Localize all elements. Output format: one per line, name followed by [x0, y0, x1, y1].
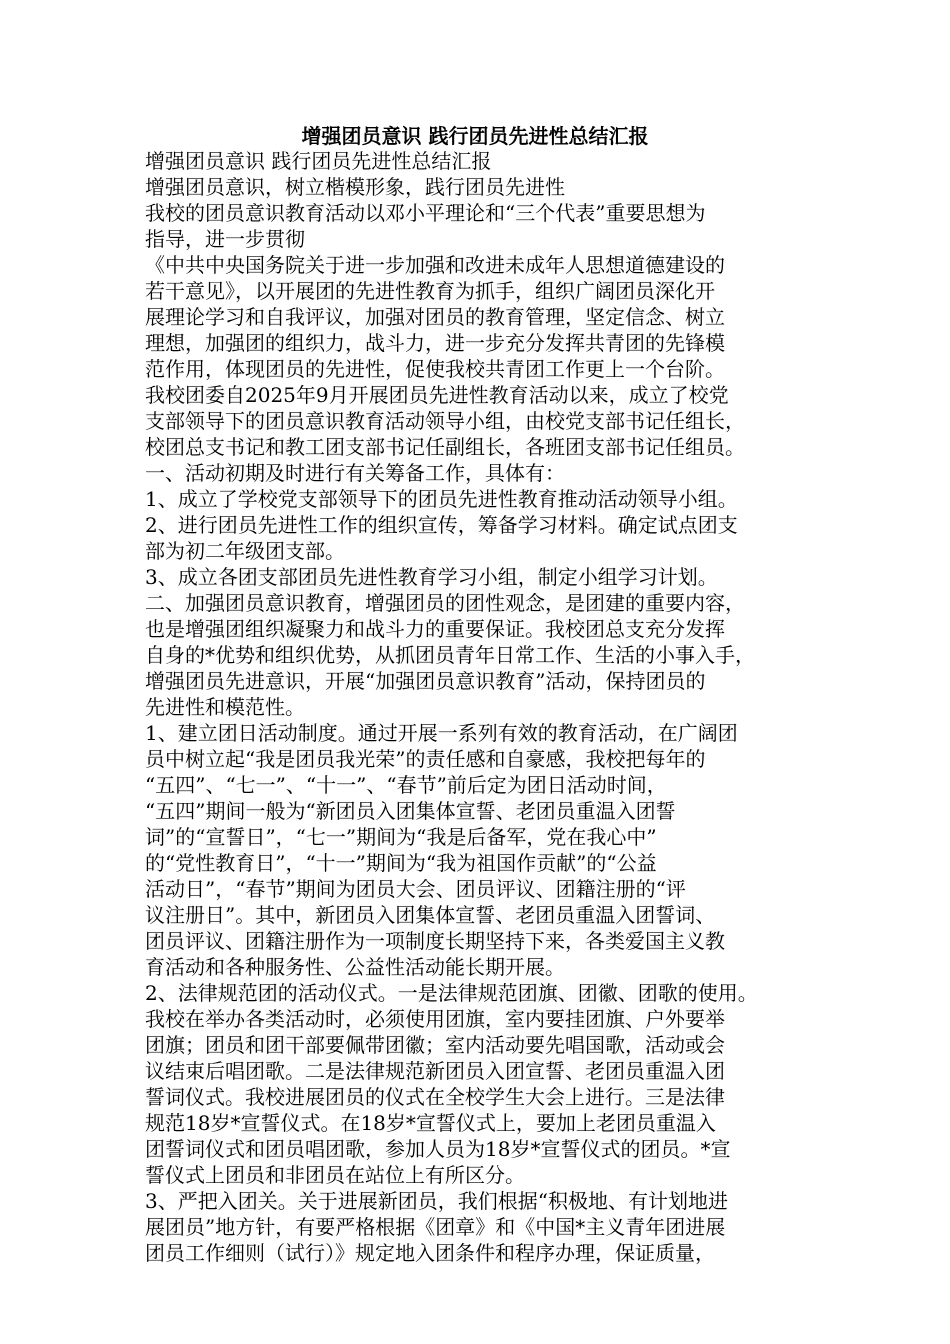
text-line: 支部领导下的团员意识教育活动领导小组，由校党支部书记任组长， [145, 409, 745, 433]
text-line: 若干意见》，以开展团的先进性教育为抓手，组织广阔团员深化开 [145, 279, 715, 303]
text-line: 指导，进一步贯彻 [145, 227, 305, 251]
text-line: “五四”期间一般为“新团员入团集体宣誓、老团员重温入团誓 [145, 799, 676, 823]
text-line: 增强团员先进意识，开展“加强团员意识教育”活动，保持团员的 [145, 669, 706, 693]
document-body [145, 148, 845, 1266]
text-line: 范作用，体现团员的先进性，促使我校共青团工作更上一个台阶。 [145, 357, 725, 381]
text-line: 校团总支书记和教工团支部书记任副组长，各班团支部书记任组员。 [145, 435, 745, 459]
text-line: 2、法律规范团的活动仪式。一是法律规范团旗、团徽、团歌的使用。 [145, 981, 758, 1005]
text-line: 词”的“宣誓日”，“七一”期间为“我是后备军，党在我心中” [145, 825, 657, 849]
text-line: 《中共中央国务院关于进一步加强和改进未成年人思想道德建设的 [145, 253, 725, 277]
text-line: 自身的*优势和组织优势，从抓团员青年日常工作、生活的小事入手， [145, 643, 755, 667]
text-line: 团誓词仪式和团员唱团歌，参加人员为18岁*宣誓仪式的团员。*宣 [145, 1137, 731, 1161]
text-line: 我校团委自2025年9月开展团员先进性教育活动以来，成立了校党 [145, 383, 729, 407]
text-line: 展理论学习和自我评议，加强对团员的教育管理，坚定信念、树立 [145, 305, 725, 329]
text-line: 部为初二年级团支部。 [145, 539, 345, 563]
text-line: 1、成立了学校党支部领导下的团员先进性教育推动活动领导小组。 [145, 487, 738, 511]
text-line: 规范18岁*宣誓仪式。在18岁*宣誓仪式上，要加上老团员重温入 [145, 1111, 716, 1135]
document-title: 增强团员意识 践行团员先进性总结汇报 [301, 124, 649, 148]
text-line: 理想，加强团的组织力，战斗力，进一步充分发挥共青团的先锋模 [145, 331, 725, 355]
text-line: 团员评议、团籍注册作为一项制度长期坚持下来，各类爱国主义教 [145, 929, 725, 953]
text-line: 增强团员意识 践行团员先进性总结汇报 [145, 149, 492, 173]
text-line: 活动日”，“春节”期间为团员大会、团员评议、团籍注册的“评 [145, 877, 686, 901]
text-line: 3、成立各团支部团员先进性教育学习小组，制定小组学习计划。 [145, 565, 718, 589]
text-line: 誓仪式上团员和非团员在站位上有所区分。 [145, 1163, 525, 1187]
text-line: 员中树立起“我是团员我光荣”的责任感和自豪感，我校把每年的 [145, 747, 706, 771]
text-line: 二、加强团员意识教育，增强团员的团性观念，是团建的重要内容， [145, 591, 745, 615]
text-line: “五四”、“七一”、“十一”、“春节”前后定为团日活动时间， [145, 773, 667, 797]
text-line: 的“党性教育日”，“十一”期间为“我为祖国作贡献”的“公益 [145, 851, 657, 875]
text-line: 我校在举办各类活动时，必须使用团旗，室内要挂团旗、户外要举 [145, 1007, 725, 1031]
text-line: 3、严把入团关。关于进展新团员，我们根据“积极地、有计划地进 [145, 1189, 728, 1213]
text-line: 也是增强团组织凝聚力和战斗力的重要保证。我校团总支充分发挥 [145, 617, 725, 641]
text-line: 议注册日”。其中，新团员入团集体宣誓、老团员重温入团誓词、 [145, 903, 716, 927]
text-line: 议结束后唱团歌。二是法律规范新团员入团宣誓、老团员重温入团 [145, 1059, 725, 1083]
text-line: 团员工作细则（试行）》规定地入团条件和程序办理，保证质量， [145, 1241, 715, 1265]
text-line: 先进性和模范性。 [145, 695, 305, 719]
text-line: 育活动和各种服务性、公益性活动能长期开展。 [145, 955, 565, 979]
text-line: 我校的团员意识教育活动以邓小平理论和“三个代表”重要思想为 [145, 201, 706, 225]
text-line: 增强团员意识，树立楷模形象，践行团员先进性 [145, 175, 565, 199]
text-line: 团旗；团员和团干部要佩带团徽；室内活动要先唱国歌，活动或会 [145, 1033, 725, 1057]
text-line: 誓词仪式。我校进展团员的仪式在全校学生大会上进行。三是法律 [145, 1085, 725, 1109]
text-line: 2、进行团员先进性工作的组织宣传，筹备学习材料。确定试点团支 [145, 513, 738, 537]
text-line: 1、建立团日活动制度。通过开展一系列有效的教育活动，在广阔团 [145, 721, 738, 745]
text-line: 展团员”地方针，有要严格根据《团章》和《中国*主义青年团进展 [145, 1215, 726, 1239]
text-line: 一、活动初期及时进行有关筹备工作，具体有： [145, 461, 565, 485]
